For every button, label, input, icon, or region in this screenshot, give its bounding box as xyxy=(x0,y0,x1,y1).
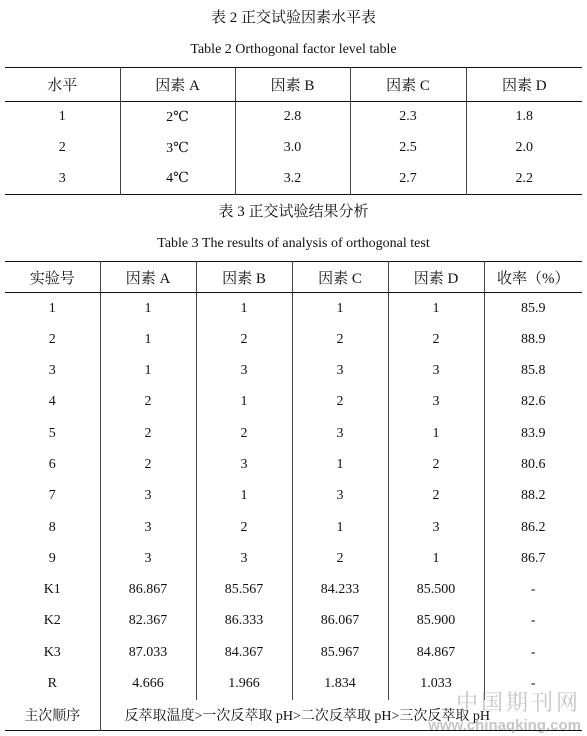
table-row-order xyxy=(5,700,582,731)
table-row xyxy=(5,293,582,324)
table-cell: 3.2 xyxy=(235,164,350,195)
table-cell: 1 xyxy=(196,481,292,512)
table-cell: 1 xyxy=(388,543,484,574)
order-text: 反萃取温度>一次反萃取 pH>二次反萃取 pH>三次反萃取 pH xyxy=(100,700,582,731)
table-cell: 4 xyxy=(48,394,56,410)
table-cell: 1.8 xyxy=(466,102,582,133)
table-cell: 1 xyxy=(58,109,66,125)
table-cell: 1 xyxy=(100,355,196,386)
table-cell: 9 xyxy=(48,550,56,566)
table2-caption-cn: 表 2 正交试验因素水平表 xyxy=(210,10,376,26)
table-cell: R xyxy=(47,676,57,691)
table-cell: 84.233 xyxy=(292,574,388,605)
table-cell: 3 xyxy=(196,355,292,386)
table-header-row xyxy=(5,68,582,102)
table-cell: 3 xyxy=(292,481,388,512)
table-cell: 2℃ xyxy=(120,102,235,133)
table-cell: 1 xyxy=(196,387,292,418)
header-cell: 因素 C xyxy=(292,262,388,293)
table-cell: 3 xyxy=(196,543,292,574)
table-row xyxy=(5,133,582,164)
table-cell: 2 xyxy=(100,449,196,480)
table3-caption-en: Table 3 The results of analysis of orthogonal test xyxy=(157,236,430,251)
table-cell: 2.2 xyxy=(466,164,582,195)
table-cell: - xyxy=(484,668,582,699)
table-cell: 1.966 xyxy=(196,668,292,699)
header-cell: 因素 A xyxy=(100,262,196,293)
table3-caption-cn: 表 3 正交试验结果分析 xyxy=(218,204,369,220)
header-cell: 因素 A xyxy=(120,68,235,102)
table-row xyxy=(5,481,582,512)
table-cell: K1 xyxy=(43,582,61,598)
table-row xyxy=(5,387,582,418)
table-row xyxy=(5,606,582,637)
table-cell: 2.3 xyxy=(350,102,466,133)
table-row xyxy=(5,668,582,699)
table-cell: 80.6 xyxy=(484,449,582,480)
watermark-cn: 中国期刊网 xyxy=(455,690,581,715)
header-cell: 因素 B xyxy=(235,68,350,102)
table-cell: 82.367 xyxy=(100,606,196,637)
header-cell: 收率（%） xyxy=(484,262,582,293)
header-cell: 因素 D xyxy=(466,68,582,102)
table-cell: 88.9 xyxy=(484,324,582,355)
table-cell: - xyxy=(484,606,582,637)
table-row xyxy=(5,574,582,605)
table-cell: 3 xyxy=(388,387,484,418)
header-cell: 水平 xyxy=(5,68,120,102)
table-cell: 86.067 xyxy=(292,606,388,637)
table-cell: 2 xyxy=(48,331,56,347)
table-row xyxy=(5,449,582,480)
table-cell: K2 xyxy=(43,613,61,629)
table-cell: 88.2 xyxy=(484,481,582,512)
table-cell: 84.867 xyxy=(388,637,484,668)
table-cell: 2 xyxy=(292,324,388,355)
table-cell: 87.033 xyxy=(100,637,196,668)
table-cell: 86.333 xyxy=(196,606,292,637)
table-cell: 85.567 xyxy=(196,574,292,605)
table-cell: 2.0 xyxy=(466,133,582,164)
table-row xyxy=(5,418,582,449)
table-cell: 5 xyxy=(48,425,56,441)
table-cell: 2 xyxy=(100,387,196,418)
table-cell: 3 xyxy=(292,418,388,449)
table-cell: 2.5 xyxy=(350,133,466,164)
table-cell: 2.7 xyxy=(350,164,466,195)
table-cell: 3 xyxy=(100,512,196,543)
watermark-url: www.chinaqking.com xyxy=(428,717,581,734)
table-cell: 8 xyxy=(48,519,56,535)
table-row xyxy=(5,512,582,543)
table-row xyxy=(5,543,582,574)
table-cell: 1 xyxy=(388,293,484,324)
table-cell: 3 xyxy=(292,355,388,386)
table-cell: 1.834 xyxy=(292,668,388,699)
table-row xyxy=(5,637,582,668)
table-cell: 86.867 xyxy=(100,574,196,605)
table-cell: 2.8 xyxy=(235,102,350,133)
table-cell: 1 xyxy=(292,293,388,324)
table-cell: 3 xyxy=(48,363,56,379)
table-cell: 82.6 xyxy=(484,387,582,418)
table-cell: 85.500 xyxy=(388,574,484,605)
table-header-row xyxy=(5,262,582,293)
table-cell: 2 xyxy=(388,324,484,355)
table-cell: 86.2 xyxy=(484,512,582,543)
table-row xyxy=(5,324,582,355)
table-cell: 2 xyxy=(196,418,292,449)
header-cell: 因素 B xyxy=(196,262,292,293)
table-cell: 83.9 xyxy=(484,418,582,449)
table-cell: 3 xyxy=(100,481,196,512)
table-cell: 2 xyxy=(388,449,484,480)
table-cell: 2 xyxy=(196,324,292,355)
orthogonal-results-table xyxy=(5,261,582,731)
table-cell: - xyxy=(484,637,582,668)
table-cell: 1 xyxy=(196,293,292,324)
table-cell: 3 xyxy=(58,170,66,186)
table-cell: 1 xyxy=(100,324,196,355)
order-label: 主次顺序 xyxy=(24,709,81,725)
table-row xyxy=(5,164,582,195)
header-cell: 因素 D xyxy=(388,262,484,293)
table-cell: 3 xyxy=(100,543,196,574)
table-cell: 3℃ xyxy=(120,133,235,164)
table-cell: 1 xyxy=(292,449,388,480)
table2-caption-en: Table 2 Orthogonal factor level table xyxy=(190,42,397,57)
table-cell: 2 xyxy=(292,387,388,418)
table-cell: 86.7 xyxy=(484,543,582,574)
table-cell: 3 xyxy=(196,449,292,480)
table-cell: 1.033 xyxy=(388,668,484,699)
table-cell: 1 xyxy=(388,418,484,449)
table-cell: 3 xyxy=(388,355,484,386)
table-cell: 7 xyxy=(48,488,56,504)
table-cell: 84.367 xyxy=(196,637,292,668)
table-cell: 2 xyxy=(196,512,292,543)
table-cell: 85.9 xyxy=(484,293,582,324)
table-cell: 4℃ xyxy=(120,164,235,195)
table-cell: - xyxy=(484,574,582,605)
table-cell: 85.8 xyxy=(484,355,582,386)
table-row xyxy=(5,355,582,386)
table-cell: 1 xyxy=(48,300,56,316)
table-cell: 2 xyxy=(58,140,66,155)
table-cell: 3 xyxy=(388,512,484,543)
table-cell: 3.0 xyxy=(235,133,350,164)
table-cell: K3 xyxy=(43,644,61,660)
table-cell: 2 xyxy=(292,543,388,574)
table-cell: 4.666 xyxy=(100,668,196,699)
table-cell: 2 xyxy=(388,481,484,512)
table-row xyxy=(5,102,582,133)
table-cell: 6 xyxy=(48,456,56,472)
header-cell: 实验号 xyxy=(5,262,100,293)
table-cell: 85.900 xyxy=(388,606,484,637)
table-cell: 85.967 xyxy=(292,637,388,668)
table-cell: 2 xyxy=(100,418,196,449)
table-cell: 1 xyxy=(100,293,196,324)
header-cell: 因素 C xyxy=(350,68,466,102)
table-cell: 1 xyxy=(292,512,388,543)
factor-level-table xyxy=(5,67,582,195)
